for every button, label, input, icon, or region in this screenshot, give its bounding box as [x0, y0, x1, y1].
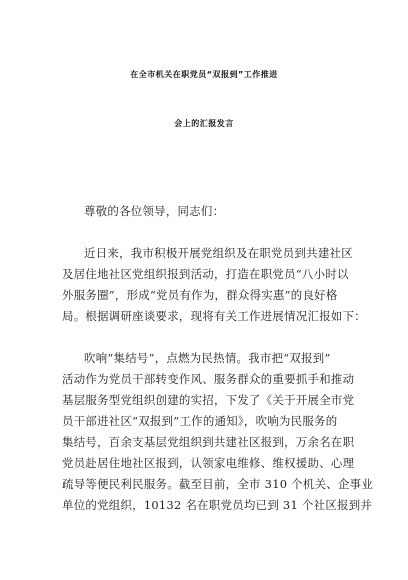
- paragraph-2-line: 疏导等便民利民服务。截至目前，全市 310 个机关、企事业: [62, 477, 374, 491]
- paragraph-2-line: 员干部进社区“双报到”工作的通知》，吹响为民服务的: [62, 414, 338, 428]
- paragraph-2-line: 吹响“集结号”，点燃为民热情。我市把“双报到”: [84, 351, 331, 365]
- paragraph-1-line: 及居住地社区党组织报到活动，打造在职党员“八小时以: [62, 267, 349, 281]
- paragraph-2-line: 单位的党组织，10132 名在职党员均已到 31 个社区报到并: [62, 498, 373, 512]
- paragraph-2-line: 基层服务型党组织创建的实招，下发了《关于开展全市党: [62, 393, 355, 407]
- paragraph-1-line: 外服务圈”，形成“党员有作为，群众得实惠”的良好格: [62, 288, 338, 302]
- document-title-line-2: 会上的汇报发言: [174, 119, 234, 128]
- paragraph-1-line: 局。根据调研座谈要求，现将有关工作进展情况汇报如下：: [62, 309, 366, 323]
- paragraph-2-line: 党员赴居住地社区报到，认领家电维修、维权援助、心理: [62, 456, 355, 470]
- paragraph-2-line: 活动作为党员干部转变作风、服务群众的重要抓手和推动: [62, 372, 355, 386]
- paragraph-2-line: 集结号，百余支基层党组织到共建社区报到，万余名在职: [62, 435, 355, 449]
- paragraph-1-line: 近日来，我市积极开展党组织及在职党员到共建社区: [84, 246, 353, 260]
- salutation: 尊敬的各位领导，同志们：: [84, 204, 225, 218]
- document-title-line-1: 在全市机关在职党员“双报到”工作推进: [130, 70, 278, 79]
